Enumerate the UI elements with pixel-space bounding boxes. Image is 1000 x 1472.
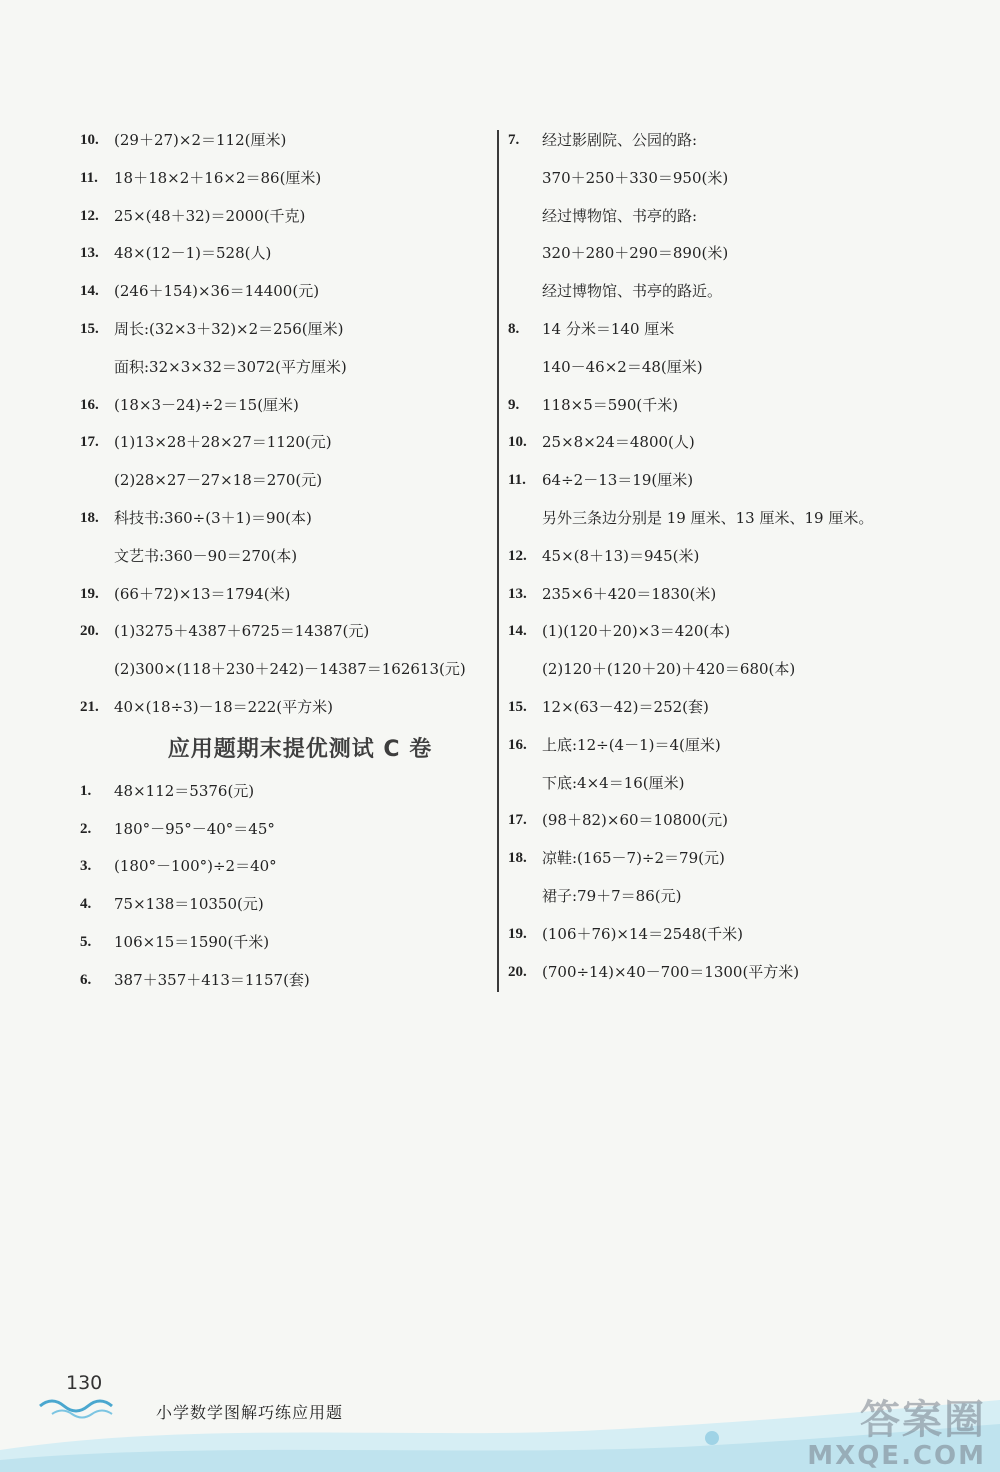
left-column — [80, 122, 490, 1000]
answer-text: 18＋18×2＋16×2＝86(厘米) — [114, 168, 322, 187]
question-number: 7. — [508, 132, 520, 148]
answer-line — [508, 613, 988, 651]
answer-text: 48×(12－1)＝528(人) — [114, 244, 272, 263]
answer-text: 另外三条边分别是 19 厘米、13 厘米、19 厘米。 — [542, 508, 874, 527]
answer-text: 经过博物馆、书亭的路: — [542, 206, 698, 225]
answer-line — [508, 538, 988, 576]
watermark-sub: MXQE.COM — [807, 1441, 986, 1471]
answer-text: 面积:32×3×32＝3072(平方厘米) — [114, 357, 347, 376]
answer-line — [508, 878, 988, 916]
answer-text: 经过博物馆、书亭的路近。 — [542, 282, 723, 301]
answer-line — [508, 840, 988, 878]
book-title: 小学数学图解巧练应用题 — [156, 1403, 344, 1422]
answer-text: 周长:(32×3＋32)×2＝256(厘米) — [114, 319, 344, 338]
question-number: 18. — [508, 850, 527, 867]
question-number: 13. — [80, 245, 99, 262]
answer-line — [508, 916, 988, 954]
right-column — [508, 122, 988, 991]
answer-text: 64÷2－13＝19(厘米) — [542, 471, 694, 490]
answer-text: 48×112＝5376(元) — [114, 781, 255, 800]
answer-text: (18×3－24)÷2＝15(厘米) — [114, 395, 299, 414]
column-divider — [497, 130, 499, 992]
answer-line — [80, 576, 490, 614]
answer-text: (180°－100°)÷2＝40° — [114, 857, 277, 876]
answer-line — [80, 811, 490, 849]
answer-text: (106＋76)×14＝2548(千米) — [542, 924, 743, 943]
answer-text: 180°－95°－40°＝45° — [114, 819, 275, 838]
question-number: 9. — [508, 396, 520, 413]
question-number: 15. — [508, 698, 527, 715]
answer-line — [80, 235, 490, 273]
answer-text: (1)13×28＋28×27＝1120(元) — [114, 433, 332, 452]
answer-line — [508, 689, 988, 727]
question-number: 20. — [80, 623, 99, 640]
answer-line — [508, 387, 988, 425]
answer-text: 裙子:79＋7＝86(元) — [542, 886, 682, 905]
answer-line — [508, 651, 988, 689]
answer-text: (2)300×(118＋230＋242)－14387＝162613(元) — [114, 660, 466, 679]
question-number: 15. — [80, 320, 99, 337]
answer-text: (700÷14)×40－700＝1300(平方米) — [542, 962, 800, 981]
answer-line — [508, 273, 988, 311]
answer-text: 75×138＝10350(元) — [114, 895, 264, 914]
answer-text: (1)3275＋4387＋6725＝14387(元) — [114, 622, 370, 641]
answer-text: 106×15＝1590(千米) — [114, 932, 270, 951]
question-number: 11. — [80, 169, 98, 186]
answer-line — [508, 424, 988, 462]
question-number: 19. — [508, 925, 527, 942]
answer-line — [80, 424, 490, 462]
answer-text: 45×(8＋13)＝945(米) — [542, 546, 700, 565]
answer-line — [80, 848, 490, 886]
question-number: 13. — [508, 585, 527, 602]
answer-line — [508, 235, 988, 273]
watermark-main: 答案圈 — [860, 1397, 986, 1443]
answer-line — [80, 500, 490, 538]
answer-text: 凉鞋:(165－7)÷2＝79(元) — [542, 849, 725, 868]
answer-line — [80, 613, 490, 651]
question-number: 18. — [80, 509, 99, 526]
section-title: 应用题期末提优测试 C 卷 — [167, 736, 433, 762]
answer-text: (66＋72)×13＝1794(米) — [114, 584, 291, 603]
answer-line — [80, 924, 490, 962]
answer-line — [508, 462, 988, 500]
answer-text: 370＋250＋330＝950(米) — [542, 168, 729, 187]
answer-line — [80, 886, 490, 924]
question-number: 4. — [80, 896, 92, 913]
question-number: 2. — [80, 820, 92, 837]
answer-text: 经过影剧院、公园的路: — [542, 131, 698, 149]
answer-line — [508, 802, 988, 840]
question-number: 3. — [80, 858, 92, 875]
answer-text: 40×(18÷3)－18＝222(平方米) — [114, 697, 333, 716]
answer-line — [80, 651, 490, 689]
answer-line — [508, 500, 988, 538]
question-number: 17. — [80, 434, 99, 451]
answer-text: 科技书:360÷(3＋1)＝90(本) — [114, 508, 312, 527]
answer-line — [508, 954, 988, 992]
question-number: 16. — [80, 396, 99, 413]
question-number: 5. — [80, 933, 92, 950]
answer-text: 14 分米＝140 厘米 — [542, 319, 675, 338]
answer-line — [80, 311, 490, 349]
question-number: 19. — [80, 585, 99, 602]
answer-text: 235×6＋420＝1830(米) — [542, 584, 717, 603]
answer-text: (2)120＋(120＋20)＋420＝680(本) — [542, 660, 796, 679]
question-number: 10. — [80, 132, 99, 148]
answer-text: 下底:4×4＝16(厘米) — [542, 773, 685, 792]
answer-line — [508, 765, 988, 803]
question-number: 12. — [80, 207, 99, 224]
answer-line — [508, 198, 988, 236]
answer-line — [508, 160, 988, 198]
question-number: 16. — [508, 736, 527, 753]
answer-text: (98＋82)×60＝10800(元) — [542, 811, 728, 830]
answer-text: (2)28×27－27×18＝270(元) — [114, 471, 323, 490]
answer-text: 118×5＝590(千米) — [542, 395, 679, 414]
answer-line — [80, 462, 490, 500]
answer-text: 12×(63－42)＝252(套) — [542, 697, 709, 716]
answer-text: 387＋357＋413＝1157(套) — [114, 970, 310, 989]
question-number: 12. — [508, 547, 527, 564]
question-number: 17. — [508, 812, 527, 829]
answer-line — [80, 773, 490, 811]
answer-line — [80, 160, 490, 198]
question-number: 20. — [508, 963, 527, 980]
answer-line — [80, 538, 490, 576]
answer-line — [508, 349, 988, 387]
answer-line — [80, 198, 490, 236]
question-number: 14. — [508, 623, 527, 640]
question-number: 14. — [80, 283, 99, 300]
question-number: 10. — [508, 434, 527, 451]
answer-text: (1)(120＋20)×3＝420(本) — [542, 622, 731, 641]
answer-text: 140－46×2＝48(厘米) — [542, 357, 703, 376]
answer-text: 文艺书:360－90＝270(本) — [114, 546, 298, 565]
question-number: 1. — [80, 782, 92, 799]
answer-text: 上底:12÷(4－1)＝4(厘米) — [542, 735, 721, 754]
answer-text: (29＋27)×2＝112(厘米) — [114, 131, 287, 149]
answer-line — [80, 349, 490, 387]
answer-line — [508, 727, 988, 765]
answer-line — [80, 689, 490, 727]
question-number: 6. — [80, 971, 92, 988]
answer-line — [508, 311, 988, 349]
answer-line — [80, 273, 490, 311]
answer-text: 25×(48＋32)＝2000(千克) — [114, 206, 306, 225]
site-watermark — [807, 1388, 986, 1471]
answer-text: 25×8×24＝4800(人) — [542, 433, 695, 452]
answer-line — [508, 576, 988, 614]
question-number: 21. — [80, 698, 99, 715]
answer-line — [80, 387, 490, 425]
answer-line — [508, 122, 988, 160]
answer-line — [80, 962, 490, 1000]
answer-line — [80, 122, 490, 160]
question-number: 11. — [508, 472, 526, 489]
page-number: 130 — [66, 1372, 103, 1394]
answer-text: 320＋280＋290＝890(米) — [542, 244, 729, 263]
answer-text: (246＋154)×36＝14400(元) — [114, 282, 320, 301]
question-number: 8. — [508, 320, 520, 337]
